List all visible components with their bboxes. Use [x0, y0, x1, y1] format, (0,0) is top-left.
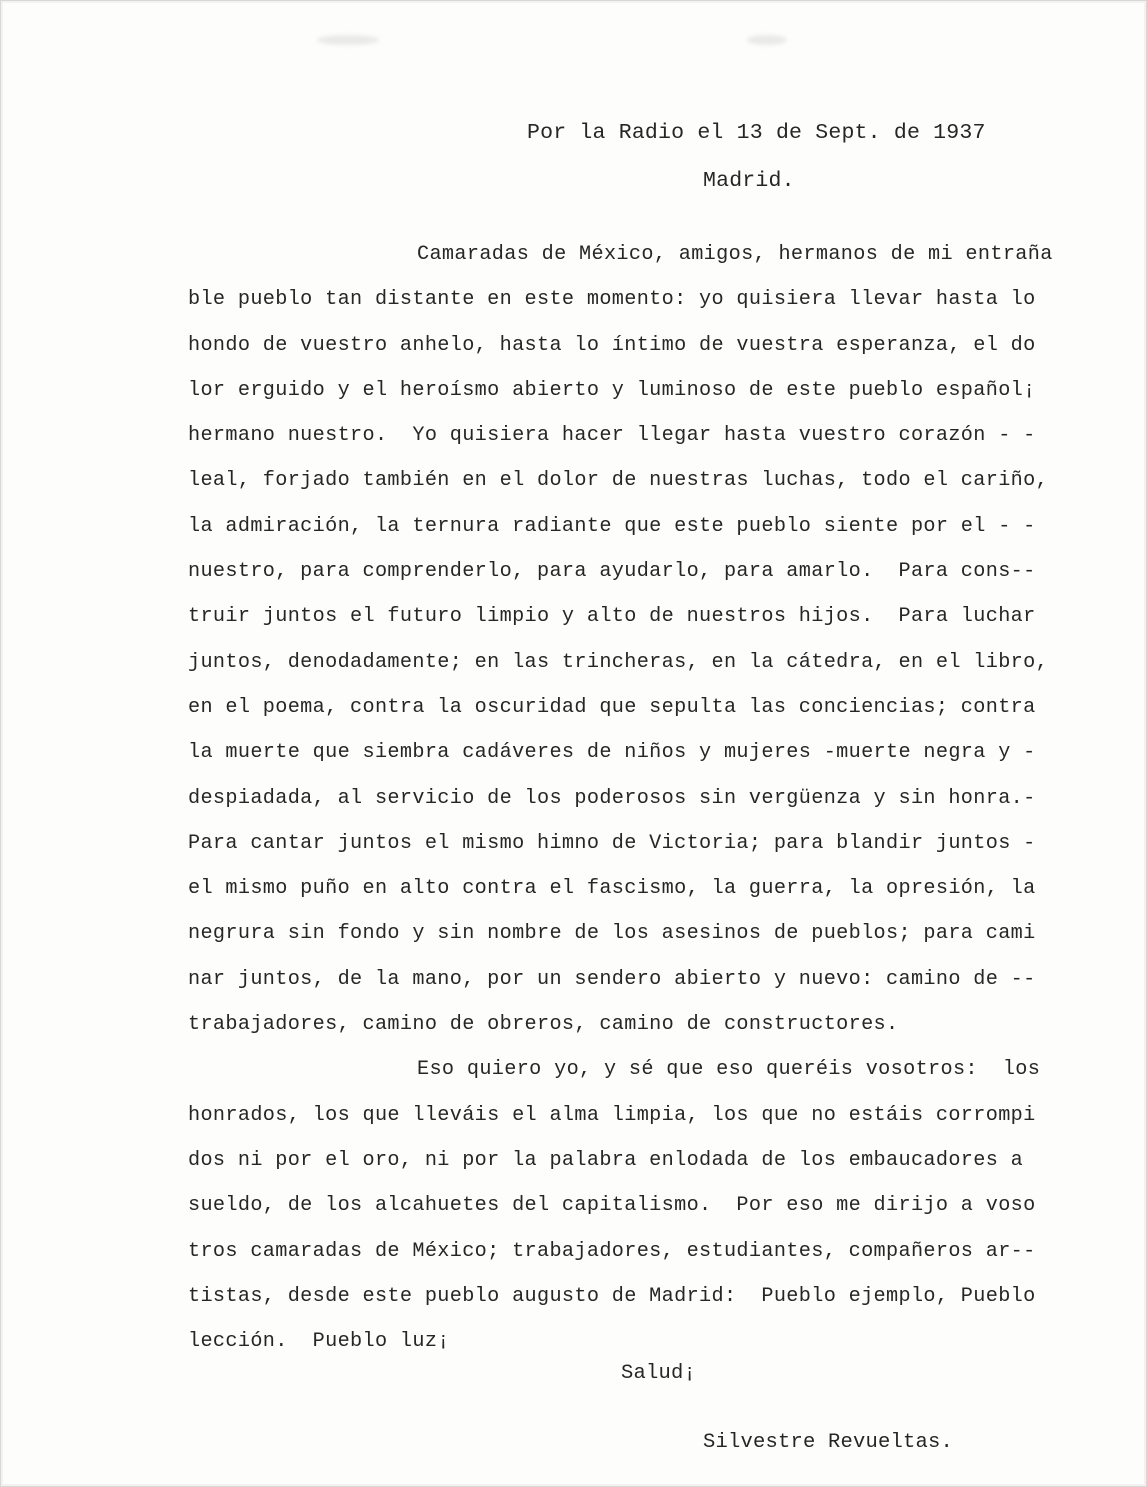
closing-salutation: Salud¡ — [621, 1362, 697, 1385]
letter-body — [188, 232, 1118, 1364]
body-line: tros camaradas de México; trabajadores, estudiantes, compañeros ar-- — [188, 1239, 1036, 1263]
body-line: sueldo, de los alcahuetes del capitalismo. Por eso me dirijo a voso — [188, 1194, 1036, 1218]
body-line: hermano nuestro. Yo quisiera hacer llegar hasta vuestro corazón - - — [188, 424, 1036, 448]
body-line: negrura sin fondo y sin nombre de los asesinos de pueblos; para cami — [188, 922, 1036, 946]
header-date-line: Por la Radio el 13 de Sept. de 1937 — [527, 121, 986, 145]
body-line: lección. Pueblo luz¡ — [188, 1330, 450, 1354]
body-line: ble pueblo tan distante en este momento: yo quisiera llevar hasta lo — [188, 288, 1036, 312]
paper-smudge — [747, 35, 787, 45]
body-line: la admiración, la ternura radiante que este pueblo siente por el - - — [188, 514, 1036, 538]
body-line: lor erguido y el heroísmo abierto y luminoso de este pueblo español¡ — [188, 378, 1036, 402]
body-line: Para cantar juntos el mismo himno de Victoria; para blandir juntos - — [188, 831, 1036, 855]
body-line: la muerte que siembra cadáveres de niños y mujeres -muerte negra y - — [188, 741, 1036, 765]
body-line: en el poema, contra la oscuridad que sepulta las conciencias; contra — [188, 695, 1036, 719]
body-line: trabajadores, camino de obreros, camino de constructores. — [188, 1013, 899, 1037]
paper-smudge — [317, 35, 379, 45]
body-line: nuestro, para comprenderlo, para ayudarlo, para amarlo. Para cons-- — [188, 560, 1036, 584]
body-line: tistas, desde este pueblo augusto de Madrid: Pueblo ejemplo, Pueblo — [188, 1284, 1036, 1308]
body-line: juntos, denodadamente; en las trincheras, en la cátedra, en el libro, — [188, 650, 1049, 674]
signature: Silvestre Revueltas. — [703, 1431, 954, 1454]
body-line: dos ni por el oro, ni por la palabra enlodada de los embaucadores a — [188, 1148, 1024, 1172]
body-line: hondo de vuestro anhelo, hasta lo íntimo de vuestra esperanza, el do — [188, 333, 1036, 357]
body-line: Camaradas de México, amigos, hermanos de mi entraña — [417, 243, 1053, 266]
body-line: despiadada, al servicio de los poderosos sin vergüenza y sin honra.- — [188, 786, 1036, 810]
body-line: leal, forjado también en el dolor de nuestras luchas, todo el cariño, — [188, 469, 1049, 493]
body-line: truir juntos el futuro limpio y alto de nuestros hijos. Para luchar — [188, 605, 1036, 629]
body-line: el mismo puño en alto contra el fascismo, la guerra, la opresión, la — [188, 877, 1036, 901]
body-line: Eso quiero yo, y sé que eso queréis vosotros: los — [417, 1058, 1041, 1082]
header-place-line: Madrid. — [703, 169, 795, 193]
body-line: nar juntos, de la mano, por un sendero abierto y nuevo: camino de -- — [188, 967, 1036, 991]
body-line: honrados, los que lleváis el alma limpia, los que no estáis corrompi — [188, 1103, 1036, 1127]
